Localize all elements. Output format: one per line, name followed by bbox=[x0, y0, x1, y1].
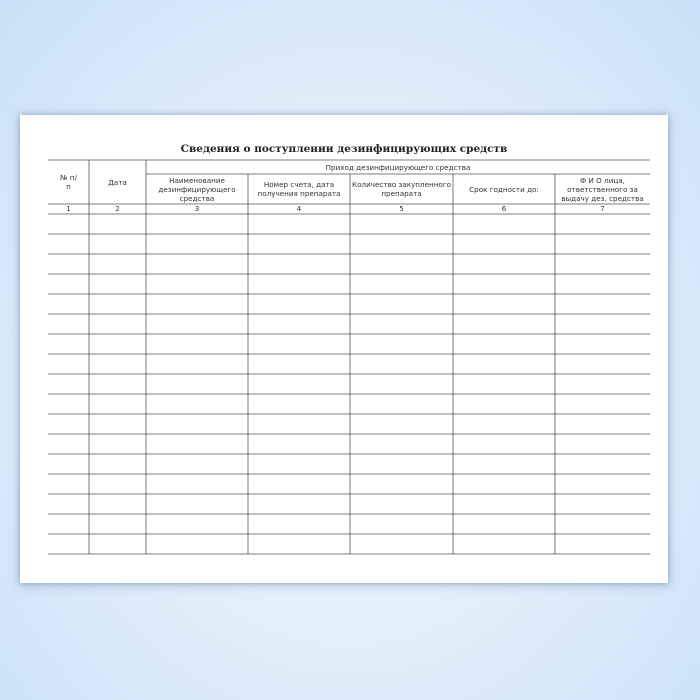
col-header-responsible: Ф И О лица, ответственного за выдачу дез. средства bbox=[561, 175, 644, 203]
col-number: 6 bbox=[501, 205, 507, 213]
col-number: 5 bbox=[399, 205, 404, 213]
col-header-number: № п/п bbox=[60, 173, 77, 191]
col-header-quantity: Количество закупленного препарата bbox=[352, 180, 451, 198]
col-number: 4 bbox=[296, 205, 302, 213]
col-number: 3 bbox=[194, 205, 200, 213]
form-title: Сведения о поступлении дезинфицирующих средств bbox=[180, 143, 508, 155]
col-number: 7 bbox=[600, 205, 605, 213]
col-header-invoice: Номер счета, дата получения препарата bbox=[257, 180, 341, 198]
col-header-expiry: Срок годности до: bbox=[469, 184, 539, 194]
col-header-name: Наименование дезинфицирующего средства bbox=[158, 175, 236, 203]
col-number: 1 bbox=[66, 205, 71, 213]
group-header-intake: Приход дезинфицирующего средства bbox=[325, 162, 471, 172]
document-sheet bbox=[20, 115, 668, 583]
col-header-date: Дата bbox=[108, 177, 127, 187]
col-number: 2 bbox=[115, 205, 120, 213]
